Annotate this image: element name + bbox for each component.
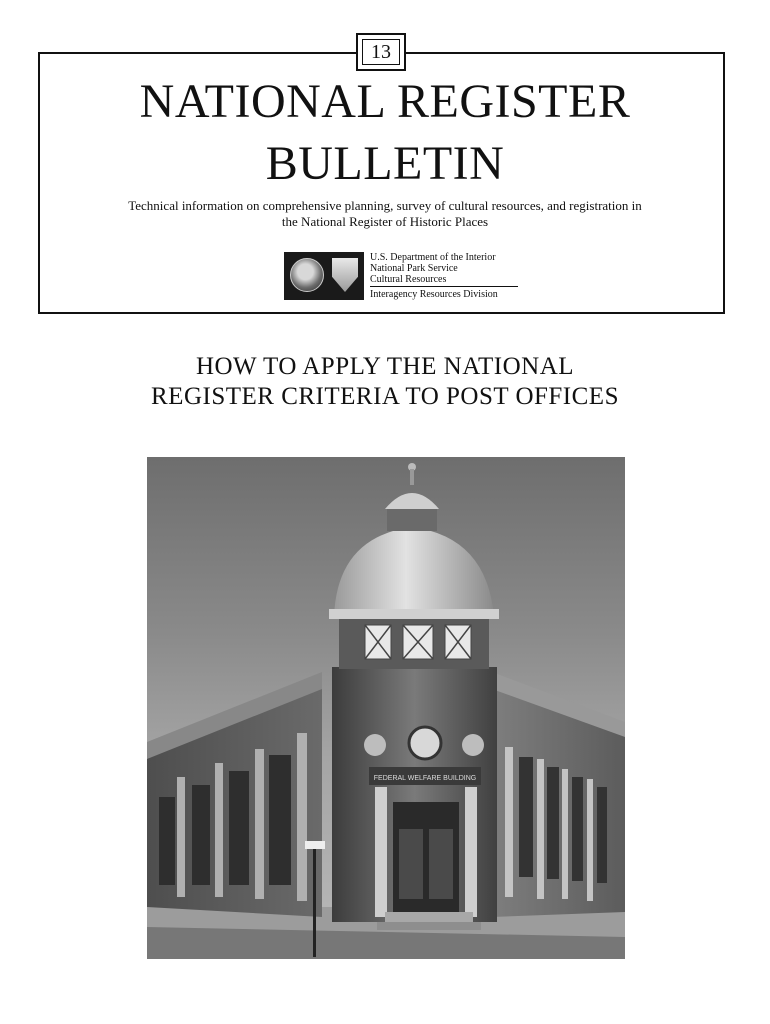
post-office-illustration [147,457,625,959]
post-office-photo [147,457,625,959]
agency-logos [284,252,364,300]
agency-block [284,252,518,302]
agency-department: U.S. Department of the Interior [370,252,496,263]
agency-division: Interagency Resources Division [370,289,498,300]
dome [334,527,494,617]
issue-number-badge [356,33,406,71]
bulletin-title-line2: BULLETIN [265,137,505,190]
tagline-line2: the National Register of Historic Places [281,214,489,229]
bulletin-tagline [60,198,710,230]
bulletin-title-line1: NATIONAL REGISTER [139,75,631,128]
issue-number: 13 [371,40,391,63]
document-heading [0,352,770,412]
heading-line2: REGISTER CRITERIA TO POST OFFICES [151,383,619,410]
nps-arrowhead-icon [332,258,358,292]
heading-line1: HOW TO APPLY THE NATIONAL [195,353,575,380]
building-sign: FEDERAL WELFARE BUILDING [373,775,477,782]
interior-seal-icon [290,258,324,292]
agency-program: Cultural Resources [370,274,518,287]
tagline-line1: Technical information on comprehensive planning, survey of cultural resources, and registration in [128,198,642,213]
agency-service: National Park Service [370,263,458,274]
